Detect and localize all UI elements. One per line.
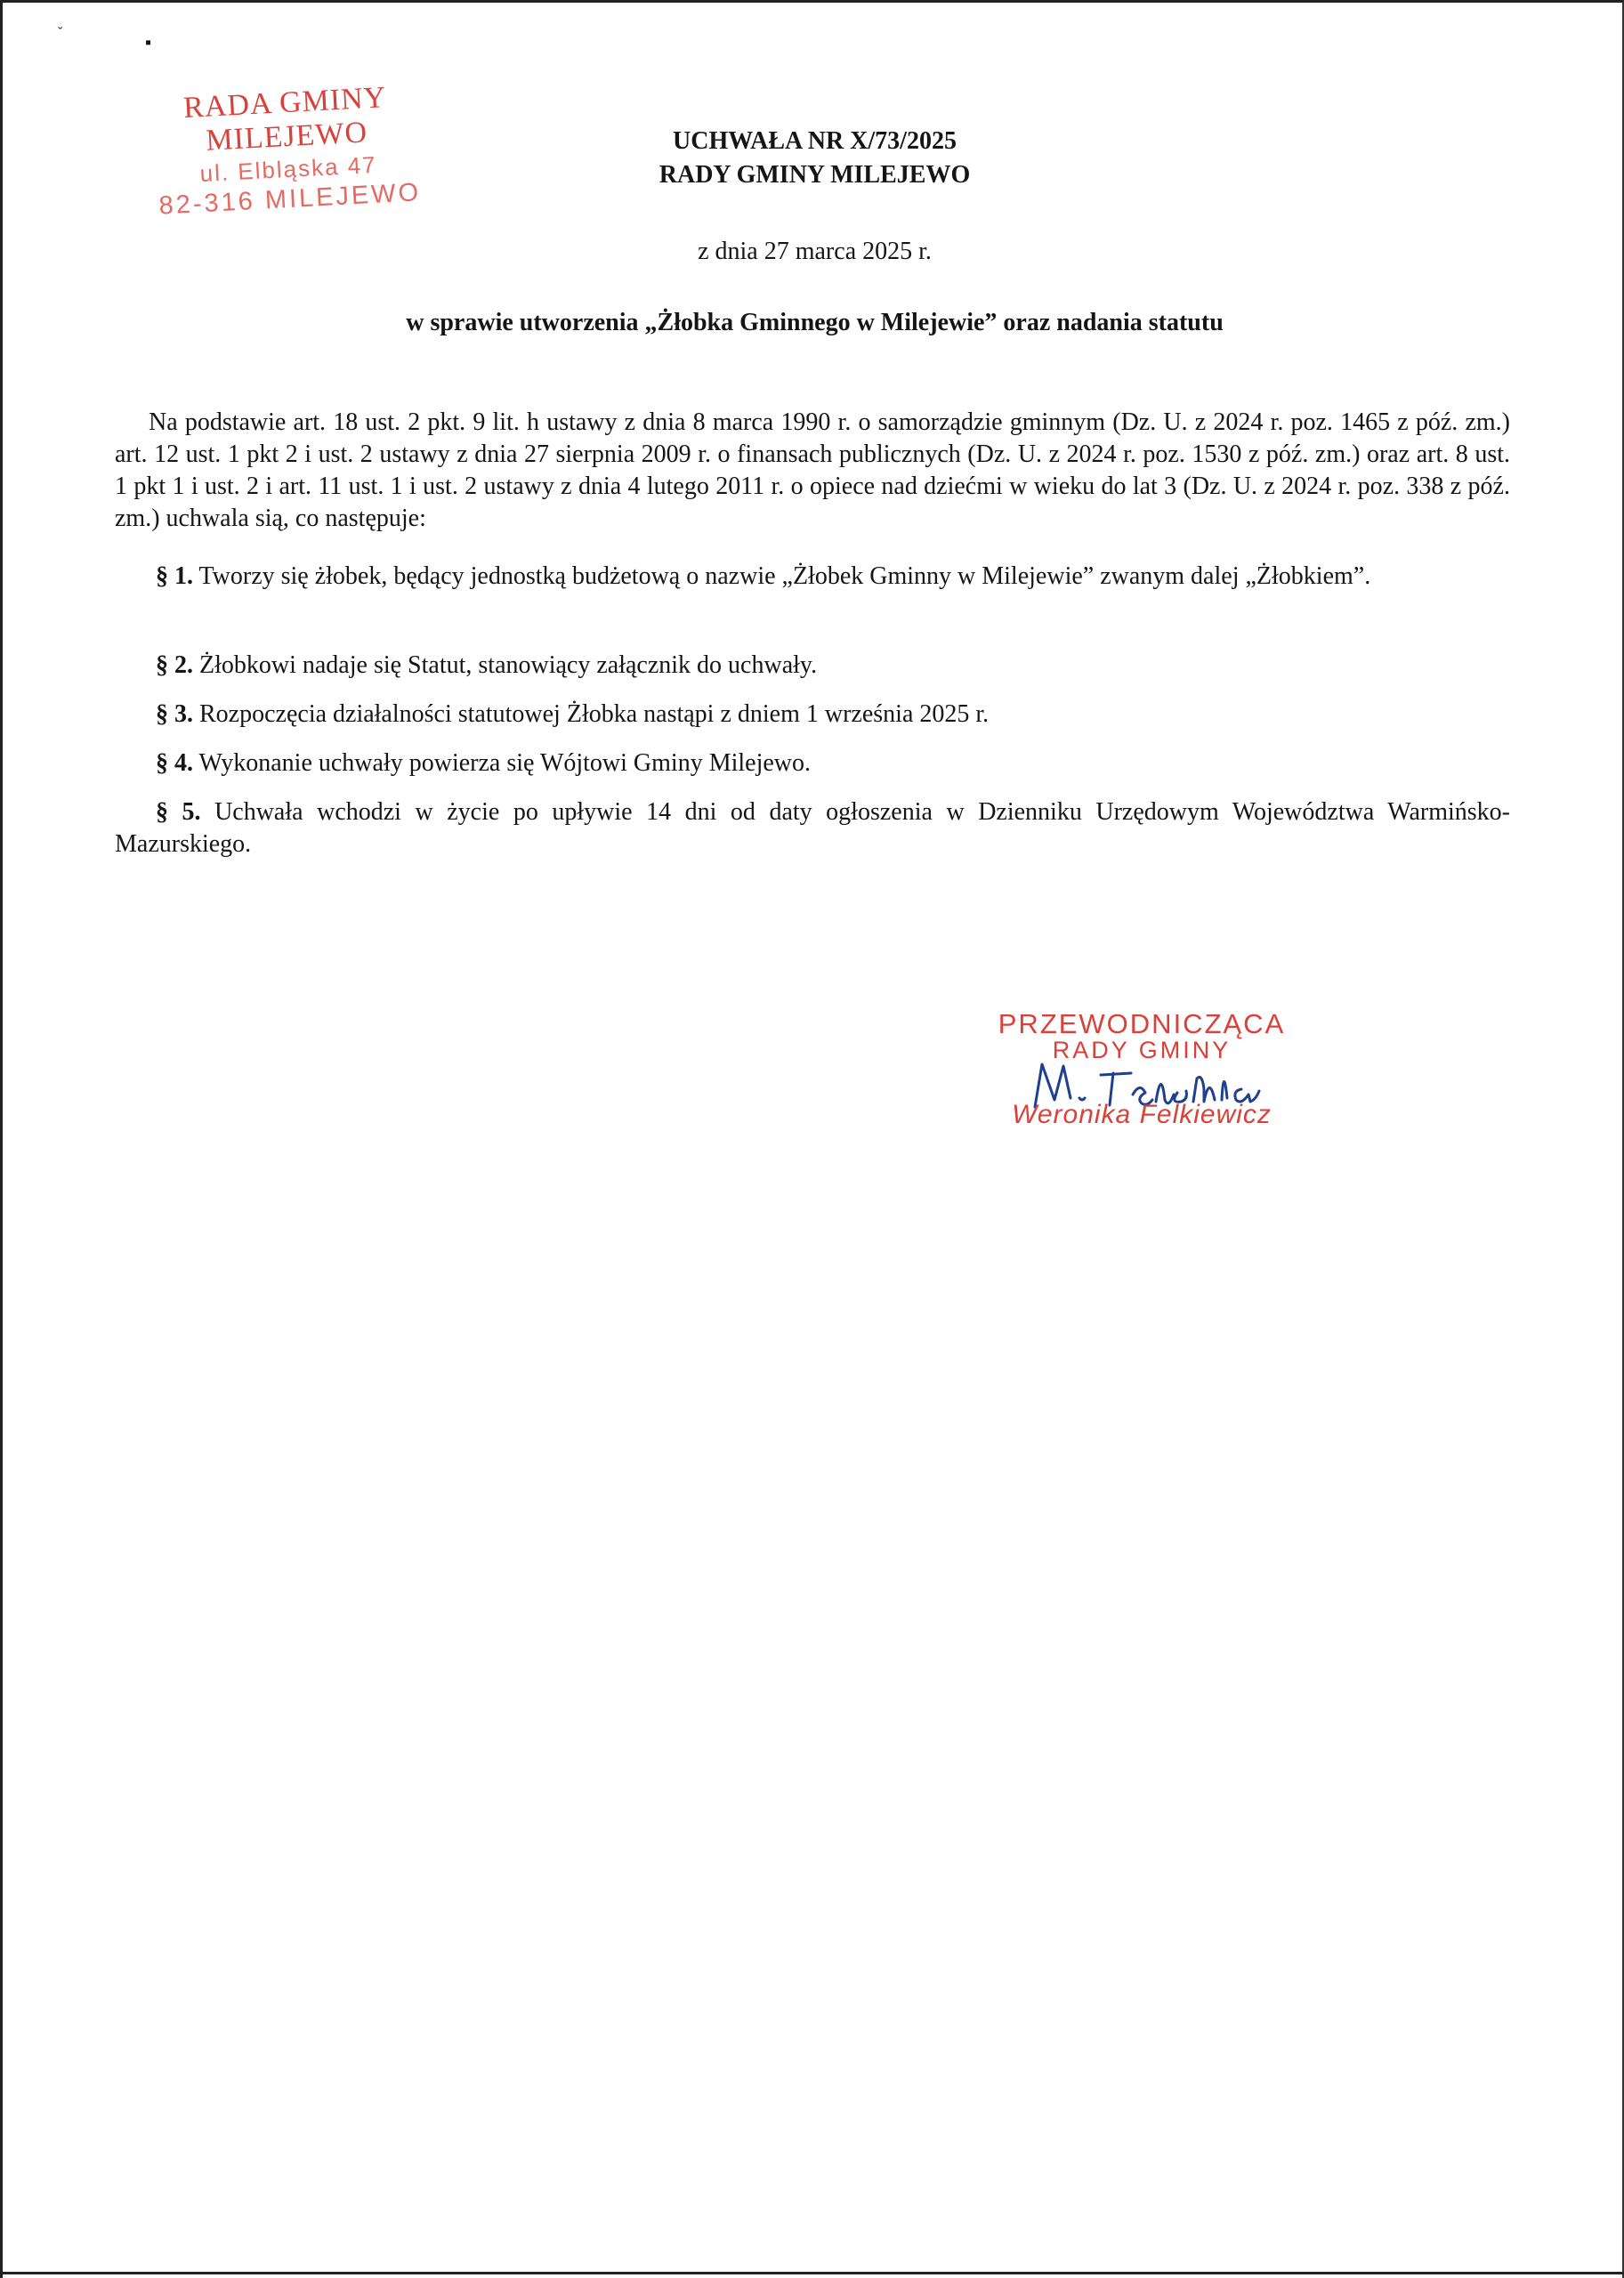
resolution-subject: w sprawie utworzenia „Żłobka Gminnego w Milejewie” oraz nadania statutu xyxy=(406,309,1224,336)
scan-speck-icon: ˇ xyxy=(58,26,63,41)
paragraph-number: § 5. xyxy=(156,798,201,826)
signature-block xyxy=(982,1008,1302,1130)
signature-title: PRZEWODNICZĄCA xyxy=(998,1008,1286,1039)
legal-basis-paragraph: Na podstawie art. 18 ust. 2 pkt. 9 lit. h ustawy z dnia 8 marca 1990 r. o samorządzie gminnym (Dz. U. z 2024 r. poz. 1465 z póź. zm.) art. 12 ust. 1 pkt 2 i ust. 2 ustawy z dnia 27 sierpnia 2009 r. o finansach publicznych (Dz. U. z 2024 r. poz. 1530 z póź. zm.) oraz art. 8 ust. 1 pkt 1 i ust. 2 i art. 11 ust. 1 i ust. 2 ustawy z dnia 4 lutego 2011 r. o opiece nad dziećmi w wieku do lat 3 (Dz. U. z 2024 r. poz. 338 z póź. zm.) uchwala sią, co następuje: xyxy=(115,408,1510,532)
resolution-number: UCHWAŁA NR X/73/2025 xyxy=(673,127,957,155)
paragraph-2 xyxy=(115,650,1510,682)
council-name: RADY GMINY MILEJEWO xyxy=(658,161,971,189)
scan-dot-icon: ▪ xyxy=(145,33,152,53)
stamp-line-1: RADA GMINY MILEJEWO xyxy=(182,81,388,158)
paragraph-number: § 2. xyxy=(156,651,193,679)
paragraph-text: Rozpoczęcia działalności statutowej Żłobka nastąpi z dniem 1 września 2025 r. xyxy=(199,700,990,728)
paragraph-text: Żłobkowi nadaje się Statut, stanowiący załącznik do uchwały. xyxy=(199,651,818,679)
paragraph-number: § 4. xyxy=(156,749,193,777)
paragraph-number: § 3. xyxy=(156,700,193,728)
paragraph-5 xyxy=(115,796,1510,860)
paragraph-number: § 1. xyxy=(156,562,193,590)
resolution-date: z dnia 27 marca 2025 r. xyxy=(698,238,932,265)
paragraph-text: Tworzy się żłobek, będący jednostką budżetową o nazwie „Żłobek Gminny w Milejewie” zwanym dalej „Żłobkiem”. xyxy=(198,562,1371,590)
paragraph-4 xyxy=(115,747,1510,780)
signatory-name: Weronika Felkiewicz xyxy=(1012,1100,1272,1129)
stamp-line-2: ul. Elbląska 47 xyxy=(198,150,378,188)
signature-subtitle: RADY GMINY xyxy=(1052,1037,1232,1063)
page-bottom-border xyxy=(3,2272,1624,2274)
stamp-line-3: 82-316 MILEJEWO xyxy=(158,178,422,221)
paragraph-text: Wykonanie uchwały powierza się Wójtowi Gminy Milejewo. xyxy=(198,749,812,777)
paragraph-3 xyxy=(115,699,1510,731)
paragraph-1 xyxy=(115,561,1510,593)
paragraph-text: Uchwała wchodzi w życie po upływie 14 dni od daty ogłoszenia w Dzienniku Urzędowym Województwa Warmińsko-Mazurskiego. xyxy=(115,798,1510,858)
